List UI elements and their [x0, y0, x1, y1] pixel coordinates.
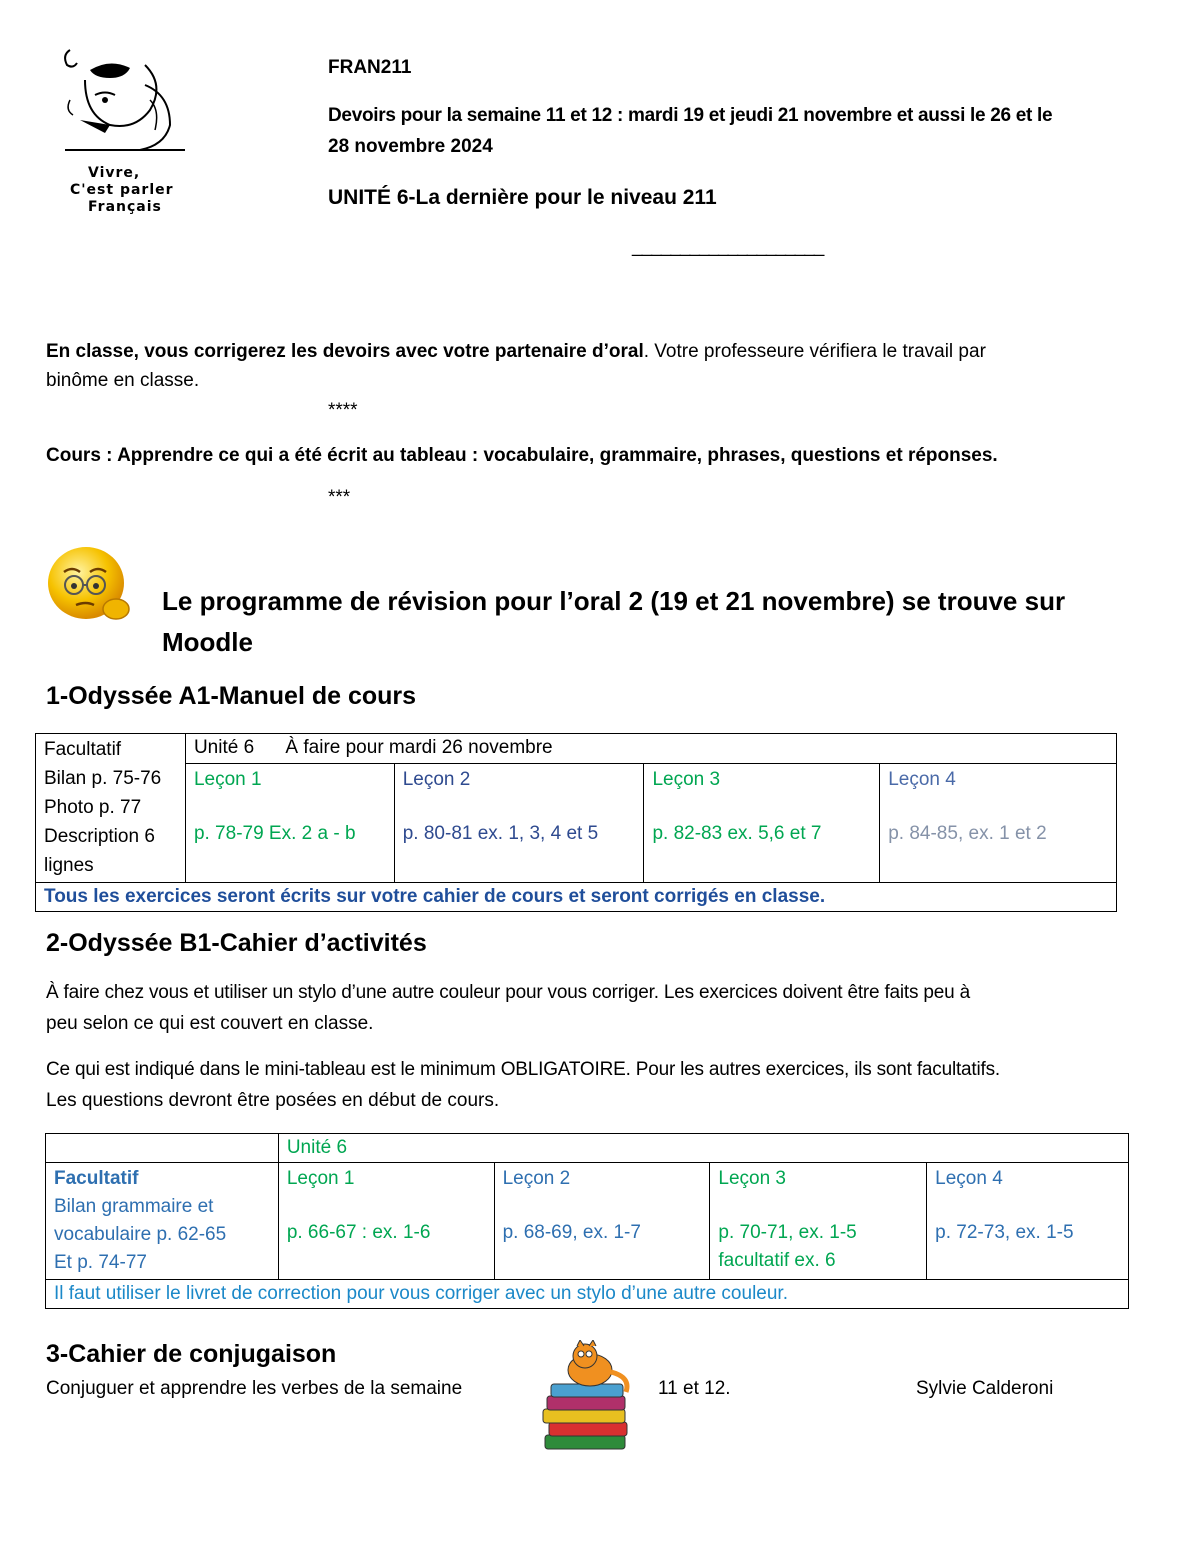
facultatif-line: Bilan p. 75-76: [44, 768, 162, 789]
lesson-cell: [880, 764, 1117, 883]
para-1-line-2: peu selon ce qui est couvert en classe.: [46, 1013, 374, 1034]
lesson-exercises: p. 80-81 ex. 1, 3, 4 et 5: [402, 823, 599, 845]
lesson-label: Leçon 4: [888, 769, 956, 791]
character-drawing-icon: [50, 40, 190, 160]
revision-line-1: Le programme de révision pour l’oral 2 (19 et 21 novembre) se trouve sur: [162, 586, 1066, 616]
cours-line: Cours : Apprendre ce qui a été écrit au tableau : vocabulaire, grammaire, phrases, questions et réponses.: [46, 445, 998, 466]
lesson-label: Leçon 4: [935, 1168, 1003, 1189]
course-code: FRAN211: [328, 57, 412, 78]
table-footer: Tous les exercices seront écrits sur votre cahier de cours et seront corrigés en classe.: [36, 883, 1117, 912]
lesson-cell: [710, 1163, 927, 1280]
devoirs-line-2: 28 novembre 2024: [328, 136, 493, 157]
lesson-exercises: p. 78-79 Ex. 2 a - b: [193, 823, 356, 845]
lesson-cell: [394, 764, 644, 883]
facultatif-line: Bilan grammaire et: [54, 1196, 214, 1217]
lesson-exercises: p. 66-67 : ex. 1-6: [286, 1222, 431, 1243]
logo-text: [70, 165, 210, 216]
lesson-exercises: p. 72-73, ex. 1-5: [935, 1222, 1074, 1243]
lesson-label: Leçon 1: [193, 769, 262, 791]
facultatif-line: lignes: [44, 855, 94, 876]
logo: [50, 40, 210, 220]
lesson-exercises: p. 70-71, ex. 1-5: [718, 1222, 857, 1243]
table-cahier: [45, 1133, 1129, 1309]
section-3-title: 3-Cahier de conjugaison: [46, 1340, 337, 1368]
intro-line-1: [46, 337, 986, 367]
lesson-exercises: p. 84-85, ex. 1 et 2: [888, 823, 1047, 845]
lesson-label: Leçon 3: [718, 1168, 786, 1189]
table-manuel: [35, 733, 1117, 912]
intro-bold: En classe, vous corrigerez les devoirs avec votre partenaire d’oral: [46, 341, 644, 362]
revision-line-2: Moodle: [162, 627, 253, 657]
logo-line: Français: [88, 199, 162, 215]
lesson-extra: facultatif ex. 6: [718, 1250, 836, 1271]
semaine-numbers: 11 et 12.: [658, 1378, 731, 1399]
para-2-line-2: Les questions devront être posées en début de cours.: [46, 1090, 500, 1111]
table-footer: Il faut utiliser le livret de correction pour vous corriger avec un stylo d’une autre couleur.: [46, 1280, 1129, 1309]
facultatif-line: Description 6: [44, 826, 155, 847]
thinking-face-icon: [46, 545, 132, 625]
lesson-cell: [494, 1163, 710, 1280]
separator-stars: ****: [328, 400, 358, 421]
separator-stars: ***: [328, 487, 351, 508]
lesson-label: Leçon 1: [286, 1168, 355, 1189]
header-rule: ____________________: [632, 236, 824, 257]
conjugaison-line: Conjuguer et apprendre les verbes de la semaine: [46, 1378, 463, 1399]
section-1-title: 1-Odyssée A1-Manuel de cours: [46, 682, 417, 710]
unit-header: Unité 6: [193, 737, 255, 758]
author-name: Sylvie Calderoni: [916, 1378, 1054, 1399]
lesson-cell: [278, 1163, 494, 1280]
section-2-title: 2-Odyssée B1-Cahier d’activités: [46, 929, 427, 957]
facultatif-line: vocabulaire p. 62-65: [54, 1224, 227, 1245]
logo-line: Vivre,: [88, 165, 141, 181]
facultatif-cell: [46, 1163, 279, 1280]
facultatif-title: Facultatif: [54, 1168, 139, 1189]
lesson-label: Leçon 2: [502, 1168, 571, 1189]
unit-title: UNITÉ 6-La dernière pour le niveau 211: [328, 186, 717, 209]
empty-corner-cell: [46, 1134, 279, 1163]
lesson-exercises: p. 82-83 ex. 5,6 et 7: [652, 823, 822, 845]
lesson-cell: [927, 1163, 1129, 1280]
lesson-label: Leçon 2: [402, 769, 471, 791]
facultatif-line: Facultatif: [44, 739, 122, 760]
logo-line: C'est parler: [70, 182, 174, 198]
facultatif-cell: [36, 734, 186, 883]
intro-line-2: binôme en classe.: [46, 370, 200, 391]
cat-on-books-icon: [535, 1340, 645, 1460]
facultatif-line: Photo p. 77: [44, 797, 142, 818]
lesson-cell: [644, 764, 880, 883]
lesson-exercises: p. 68-69, ex. 1-7: [502, 1222, 641, 1243]
devoirs-line-1: Devoirs pour la semaine 11 et 12 : mardi 19 et jeudi 21 novembre et aussi le 26 et le: [328, 105, 1053, 126]
para-1-line-1: À faire chez vous et utiliser un stylo d’une autre couleur pour vous corriger. Les exercices doivent être faits peu à: [46, 982, 970, 1003]
lesson-label: Leçon 3: [652, 769, 721, 791]
unit-due: À faire pour mardi 26 novembre: [285, 737, 553, 758]
intro-rest: . Votre professeure vérifiera le travail par: [643, 341, 986, 362]
unit-header: Unité 6: [278, 1134, 1128, 1163]
para-2-line-1: Ce qui est indiqué dans le mini-tableau est le minimum OBLIGATOIRE. Pour les autres exercices, ils sont facultatifs.: [46, 1059, 1000, 1080]
unit-header-cell: [185, 734, 1116, 764]
lesson-cell: [185, 764, 394, 883]
facultatif-line: Et p. 74-77: [54, 1252, 147, 1273]
